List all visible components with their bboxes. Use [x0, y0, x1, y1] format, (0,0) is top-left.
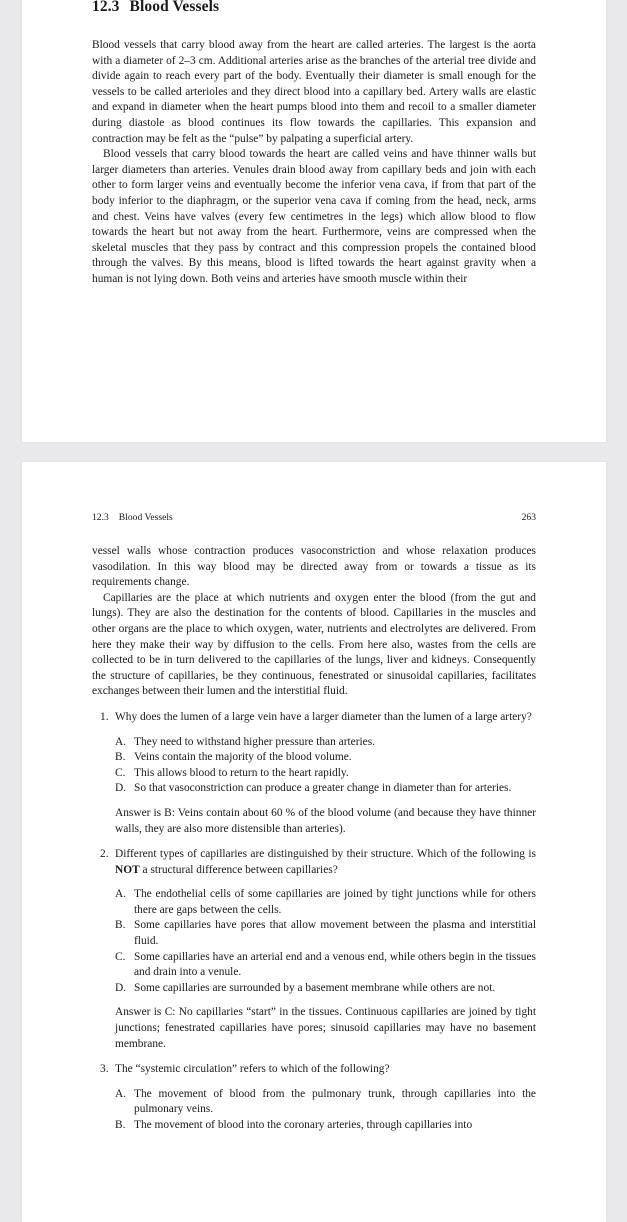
- option-item: [115, 981, 536, 997]
- option-item: [115, 1087, 536, 1118]
- question-text: The “systemic circulation” refers to which of the following?: [115, 1063, 390, 1076]
- page-1-body: [92, 38, 536, 288]
- option-text: So that vasoconstriction can produce a greater change in diameter than for arteries.: [134, 782, 512, 795]
- page-2-body: [92, 544, 536, 1144]
- option-text: The movement of blood from the pulmonary trunk, through capillaries into the pulmonary veins.: [134, 1087, 536, 1116]
- running-head-title: Blood Vessels: [118, 512, 173, 523]
- question-item: [92, 710, 536, 837]
- option-item: [115, 735, 536, 751]
- question-list: [92, 710, 536, 1134]
- page-1: [22, 0, 606, 442]
- paragraph: vessel walls whose contraction produces vasoconstriction and whose relaxation produces vasodilation. In this way blood may be directed away from or towards a tissue as its requirements change.: [92, 545, 536, 589]
- answer-text: Answer is B: Veins contain about 60 % of the blood volume (and because they have thinner walls, they are also more distensible than arteries).: [115, 806, 536, 835]
- paragraph: Capillaries are the place at which nutrients and oxygen enter the blood (from the gut and lungs). They are also the destination for the contents of blood. Capillaries in the muscles and other organs are the place to which oxygen, water, nutrients and electrolytes are delivered. From here they make their way by diffusion to the cells. From here also, wastes from the cells are collected to be in turn delivered to the capillaries of the lungs, liver and kidneys. Consequently the structure of capillaries, be they continuous, fenestrated or sinusoidal capillaries, facilitates exchanges between their lumen and the interstitial fluid.: [92, 591, 536, 698]
- emphasis-not: NOT: [115, 863, 140, 876]
- option-letter: B.: [115, 751, 126, 764]
- option-list: [115, 887, 536, 996]
- option-text: Some capillaries have an arterial end and a venous end, while others begin in the tissues and drain into a venule.: [134, 950, 536, 979]
- question-text: Different types of capillaries are distinguished by their structure. Which of the following is NOT a structural difference between capillaries?: [115, 848, 536, 876]
- option-text: This allows blood to return to the heart rapidly.: [134, 766, 349, 779]
- option-letter: C.: [115, 950, 126, 963]
- question-number: 1.: [100, 710, 109, 723]
- option-text: The endothelial cells of some capillaries are joined by tight junctions while for others there are gaps between the cells.: [134, 888, 536, 916]
- option-item: [115, 750, 536, 766]
- page-2: [22, 462, 606, 1222]
- option-item: [115, 766, 536, 782]
- option-letter: D.: [115, 981, 127, 994]
- option-item: [115, 887, 536, 918]
- option-text: They need to withstand higher pressure than arteries.: [134, 735, 376, 748]
- paragraph: Blood vessels that carry blood away from the heart are called arteries. The largest is the aorta with a diameter of 2–3 cm. Additional arteries arise as the branches of the arterial tree divide and divide again to reach every part of the body. Eventually their diameter is small enough for the vessels to be called arterioles and they direct blood into a capillary bed. Artery walls are elastic and expand in diameter when the heart pumps blood into them and recoil to a smaller diameter during diastole as blood continues its flow towards the capillaries. This expansion and contraction may be felt as the “pulse” by palpating a superficial artery.: [92, 39, 536, 145]
- option-letter: A.: [115, 888, 127, 901]
- option-item: [115, 950, 536, 981]
- option-letter: D.: [115, 782, 127, 795]
- option-letter: B.: [115, 919, 126, 932]
- running-head: [92, 512, 536, 523]
- section-title: Blood Vessels: [129, 0, 220, 15]
- question-number: 3.: [100, 1063, 109, 1076]
- running-head-number: 12.3: [92, 512, 109, 523]
- option-item: [115, 781, 536, 797]
- option-text: The movement of blood into the coronary arteries, through capillaries into: [134, 1119, 473, 1131]
- option-list: [115, 735, 536, 797]
- section-number: 12.3: [92, 0, 120, 15]
- option-letter: B.: [115, 1119, 126, 1131]
- option-item: [115, 1118, 536, 1134]
- option-text: Veins contain the majority of the blood volume.: [134, 751, 352, 764]
- section-heading: [92, 0, 219, 16]
- option-item: [115, 918, 536, 949]
- option-letter: A.: [115, 735, 127, 748]
- question-text: Why does the lumen of a large vein have a larger diameter than the lumen of a large artery?: [115, 710, 532, 723]
- paragraph: Blood vessels that carry blood towards the heart are called veins and have thinner walls but larger diameters than arteries. Venules drain blood away from capillary beds and join with each other to form larger veins and eventually become the inferior vena cava, if from that part of the body inferior to the diaphragm, or the superior vena cava if coming from the head, neck, arms and chest. Veins have valves (every few centimetres in the legs) which allow blood to flow towards the heart but not away from the heart. Furthermore, veins are compressed when the skeletal muscles that they pass by contract and this compression propels the contained blood through the valves. By this means, blood is lifted towards the heart against gravity when a human is not lying down. Both veins and arteries have smooth muscle within their: [92, 148, 536, 285]
- option-text: Some capillaries have pores that allow movement between the plasma and interstitial fluid.: [134, 919, 536, 948]
- question-item: [92, 847, 536, 1052]
- page-number: 263: [521, 512, 536, 523]
- option-list: [115, 1087, 536, 1134]
- running-head-left: [92, 512, 183, 523]
- option-text: Some capillaries are surrounded by a basement membrane while others are not.: [134, 981, 496, 994]
- option-letter: C.: [115, 766, 126, 779]
- answer-text: Answer is C: No capillaries “start” in the tissues. Continuous capillaries are joined by tight junctions; fenestrated capillaries have pores; sinusoid capillaries may have no basement membrane.: [115, 1006, 536, 1050]
- question-item: [92, 1062, 536, 1133]
- option-letter: A.: [115, 1087, 127, 1100]
- question-number: 2.: [100, 848, 109, 861]
